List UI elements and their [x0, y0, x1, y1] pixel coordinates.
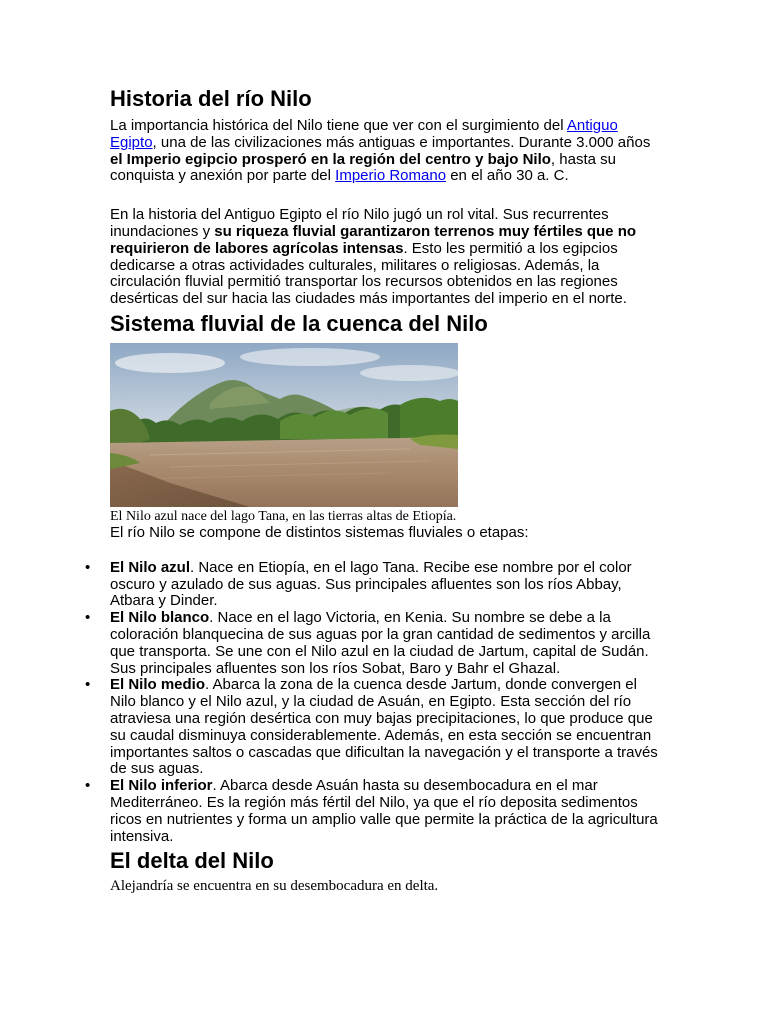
list-item-term: El Nilo inferior	[110, 777, 213, 795]
heading-delta: El delta del Nilo	[110, 848, 274, 874]
link-imperio-romano[interactable]: Imperio Romano	[335, 167, 447, 185]
list-item-nilo-inferior	[85, 777, 660, 845]
list-item-nilo-blanco	[85, 609, 660, 677]
text-run: en el año 30 a. C.	[446, 167, 569, 185]
list-item-nilo-medio	[85, 676, 660, 778]
text-run: . Esto les permitió a los egipcios dedicarse a otras actividades culturales, militares o religiosas. Además, la circulación fluvial permitió transportar los recursos obtenidos en las regiones desérticas del sur hacia las ciudades más importantes del imperio en el norte.	[110, 239, 627, 308]
list-item-term: El Nilo azul	[110, 558, 191, 576]
heading-historia: Historia del río Nilo	[110, 86, 312, 111]
list-item-text: . Abarca la zona de la cuenca desde Jartum, donde convergen el Nilo blanco y el Nilo azul, y la ciudad de Asuán, en Egipto. Esta sección del río atraviesa una región desértica con muy bajas precipitaciones, lo que produce que su caudal disminuya considerablemente. Además, en esta sección se encuentran importantes saltos o cascadas que dificultan la navegación y el transporte a través de sus aguas.	[110, 676, 658, 778]
paragraph-historia-1	[110, 118, 660, 185]
photo-caption: El Nilo azul nace del lago Tana, en las tierras altas de Etiopía.	[110, 508, 457, 524]
list-item-text: . Nace en el lago Victoria, en Kenia. Su nombre se debe a la coloración blanquecina de sus aguas por la gran cantidad de sedimentos y arcilla que transporta. Se une con el Nilo azul en la ciudad de Jartum, capital de Sudán. Sus principales afluentes son los ríos Sobat, Baro y Bahr el Ghazal.	[110, 609, 651, 677]
list-item-term: El Nilo blanco	[110, 609, 210, 627]
list-item-text: . Abarca desde Asuán hasta su desembocadura en el mar Mediterráneo. Es la región más fértil del Nilo, ya que el río deposita sedimentos ricos en nutrientes y forma un amplio valle que permite la práctica de la agricultura intensiva.	[110, 777, 658, 845]
list-item-term: El Nilo medio	[110, 676, 206, 694]
bold-run: el Imperio egipcio prosperó en la región del centro y bajo Nilo	[110, 150, 551, 168]
document-content	[85, 84, 660, 895]
link-antiguo-egipto[interactable]: Antiguo Egipto	[110, 117, 618, 151]
nile-landscape-photo	[110, 343, 458, 507]
bullet-icon: •	[85, 676, 91, 694]
bold-run: su riqueza fluvial garantizaron terrenos muy fértiles que no requirieron de labores agrícolas intensas	[110, 222, 637, 257]
river-stages-list	[85, 558, 660, 846]
text-run: En la historia del Antiguo Egipto el río Nilo jugó un rol vital. Sus recurrentes inundaciones y	[110, 206, 609, 240]
text-run: La importancia histórica del Nilo tiene que ver con el surgimiento del	[110, 117, 567, 134]
bullet-icon: •	[85, 558, 91, 576]
heading-sistema-fluvial: Sistema fluvial de la cuenca del Nilo	[110, 310, 488, 336]
bullet-icon: •	[85, 609, 91, 627]
list-item-text: . Nace en Etiopía, en el lago Tana. Recibe ese nombre por el color oscuro y azulado de sus aguas. Sus principales afluentes son los ríos Abbay, Atbara y Dinder.	[110, 558, 632, 610]
text-run: , hasta su conquista y anexión por parte del	[110, 150, 616, 185]
paragraph-historia-2	[110, 207, 660, 308]
text-run: , una de las civilizaciones más antiguas e importantes. Durante 3.000 años	[152, 133, 651, 151]
paragraph-delta: Alejandría se encuentra en su desembocadura en delta.	[110, 878, 439, 895]
bullet-icon: •	[85, 777, 91, 795]
list-item-nilo-azul	[85, 558, 660, 610]
paragraph-sistema-intro: El río Nilo se compone de distintos sistemas fluviales o etapas:	[110, 523, 529, 541]
